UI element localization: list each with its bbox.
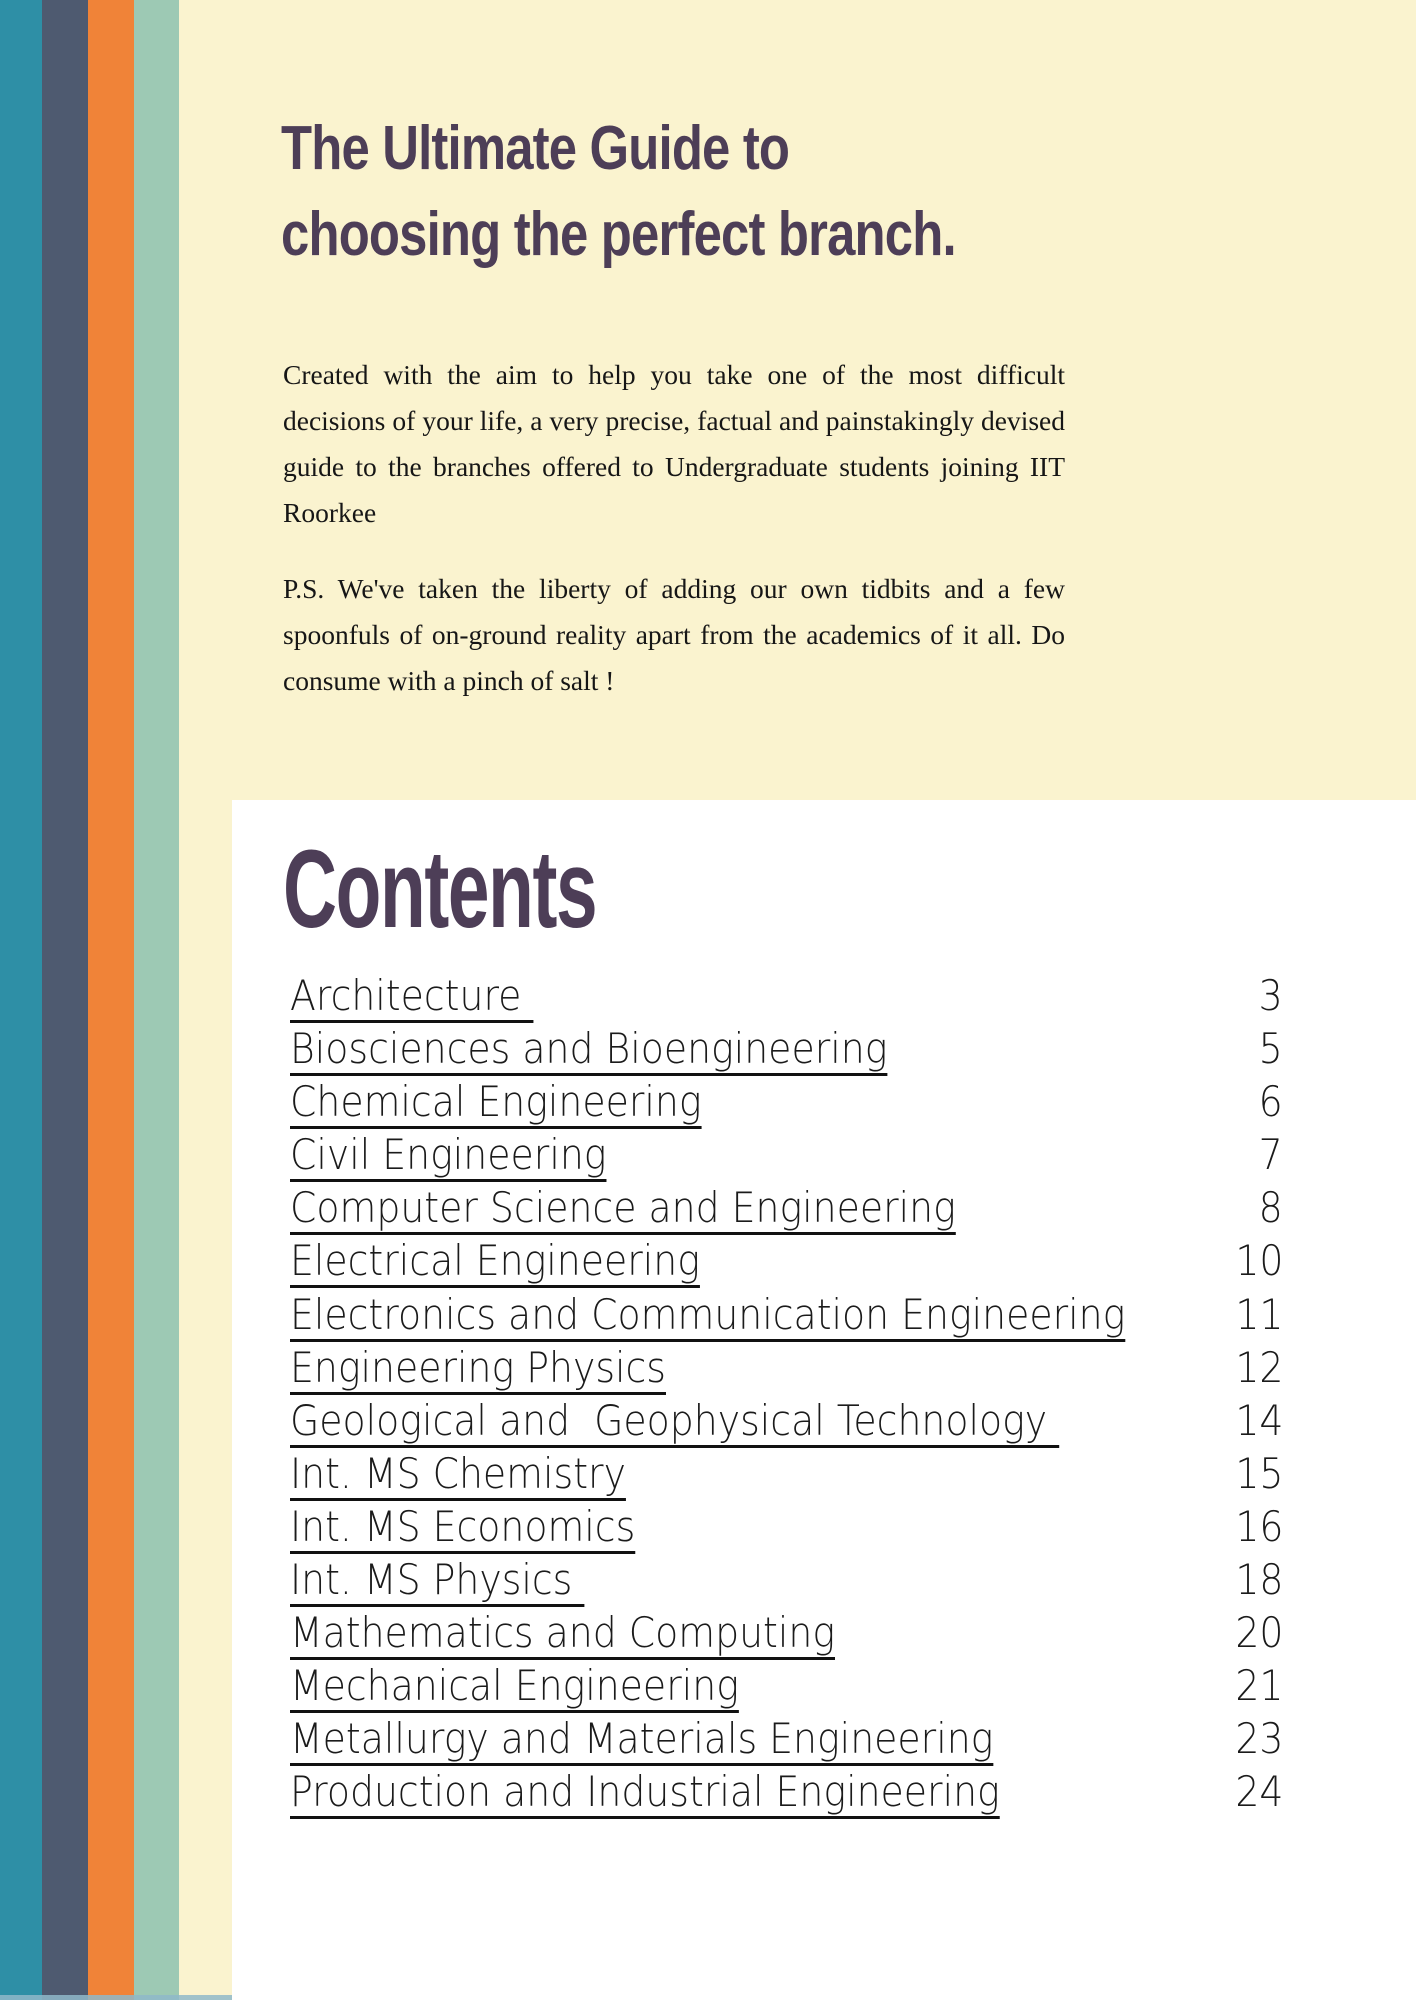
toc-row (290, 1128, 1283, 1181)
toc-row (290, 1341, 1283, 1394)
toc-row (290, 1288, 1283, 1341)
ps-paragraph: P.S. We've taken the liberty of adding our own tidbits and a few spoonfuls of on-ground reality apart from the academics of it all. Do consume with a pinch of salt ! (283, 573, 1065, 696)
toc-page-number: 16 (1234, 1501, 1283, 1551)
toc-link[interactable]: Geological and Geophysical Technology (290, 1395, 1060, 1445)
decorative-stripe-sage (134, 0, 179, 2000)
toc-page-number: 14 (1234, 1395, 1283, 1445)
toc-page-number: 18 (1234, 1555, 1283, 1605)
toc-page-number: 8 (1258, 1183, 1283, 1233)
toc-page-number: 20 (1234, 1608, 1283, 1658)
toc-link[interactable]: Metallurgy and Materials Engineering (290, 1714, 994, 1764)
toc-row (290, 1765, 1283, 1818)
toc-row (290, 1712, 1283, 1765)
toc-link[interactable]: Int. MS Economics (290, 1501, 636, 1551)
toc-page-number: 5 (1258, 1024, 1283, 1074)
toc-row (290, 1606, 1283, 1659)
toc-page-number: 21 (1234, 1661, 1283, 1711)
toc-link[interactable]: Int. MS Physics (290, 1555, 585, 1605)
toc-row (290, 1022, 1283, 1075)
decorative-stripe-teal (0, 0, 42, 2000)
toc-page-number: 24 (1234, 1767, 1283, 1817)
toc-row (290, 1659, 1283, 1712)
toc-row (290, 1234, 1283, 1287)
toc-link[interactable]: Architecture (290, 971, 534, 1020)
toc-link[interactable]: Int. MS Chemistry (290, 1448, 626, 1498)
toc-page-number: 15 (1234, 1448, 1283, 1498)
intro-paragraph: Created with the aim to help you take one of the most difficult decisions of your life, a very precise, factual and painstakingly devised guide to the branches offered to Undergraduate students joining IIT Roorkee (283, 359, 1065, 528)
toc-page-number: 6 (1258, 1077, 1283, 1127)
toc-row (290, 1553, 1283, 1606)
toc-list (290, 969, 1283, 1819)
decorative-stripe-slate (42, 0, 88, 2000)
toc-page-number: 10 (1234, 1236, 1283, 1286)
toc-link[interactable]: Electrical Engineering (290, 1236, 700, 1286)
toc-link[interactable]: Production and Industrial Engineering (290, 1767, 1000, 1817)
toc-page-number: 12 (1234, 1342, 1283, 1392)
toc-link[interactable]: Mechanical Engineering (290, 1661, 739, 1711)
toc-row (290, 1394, 1283, 1447)
decorative-stripe-orange (88, 0, 134, 2000)
toc-link[interactable]: Electronics and Communication Engineering (290, 1289, 1126, 1339)
toc-link[interactable]: Chemical Engineering (290, 1077, 702, 1127)
page-edge-strip (0, 1995, 232, 2000)
toc-page-number: 3 (1258, 971, 1283, 1020)
toc-link[interactable]: Engineering Physics (290, 1342, 666, 1392)
page-title-line2: choosing the perfect branch. (281, 199, 956, 269)
toc-page-number: 7 (1258, 1130, 1283, 1180)
toc-row (290, 1075, 1283, 1128)
toc-row (290, 1181, 1283, 1234)
toc-row (290, 969, 1283, 1022)
toc-row (290, 1500, 1283, 1553)
toc-row (290, 1447, 1283, 1500)
toc-link[interactable]: Biosciences and Bioengineering (290, 1024, 888, 1074)
toc-page-number: 11 (1234, 1289, 1283, 1339)
page-title-line1: The Ultimate Guide to (281, 113, 790, 183)
toc-page-number: 23 (1234, 1714, 1283, 1764)
toc-link[interactable]: Civil Engineering (290, 1130, 607, 1180)
contents-heading: Contents (283, 828, 597, 951)
intro-copy (283, 352, 1065, 704)
page-title (281, 106, 1101, 278)
toc-link[interactable]: Computer Science and Engineering (290, 1183, 956, 1233)
toc-link[interactable]: Mathematics and Computing (290, 1608, 836, 1658)
